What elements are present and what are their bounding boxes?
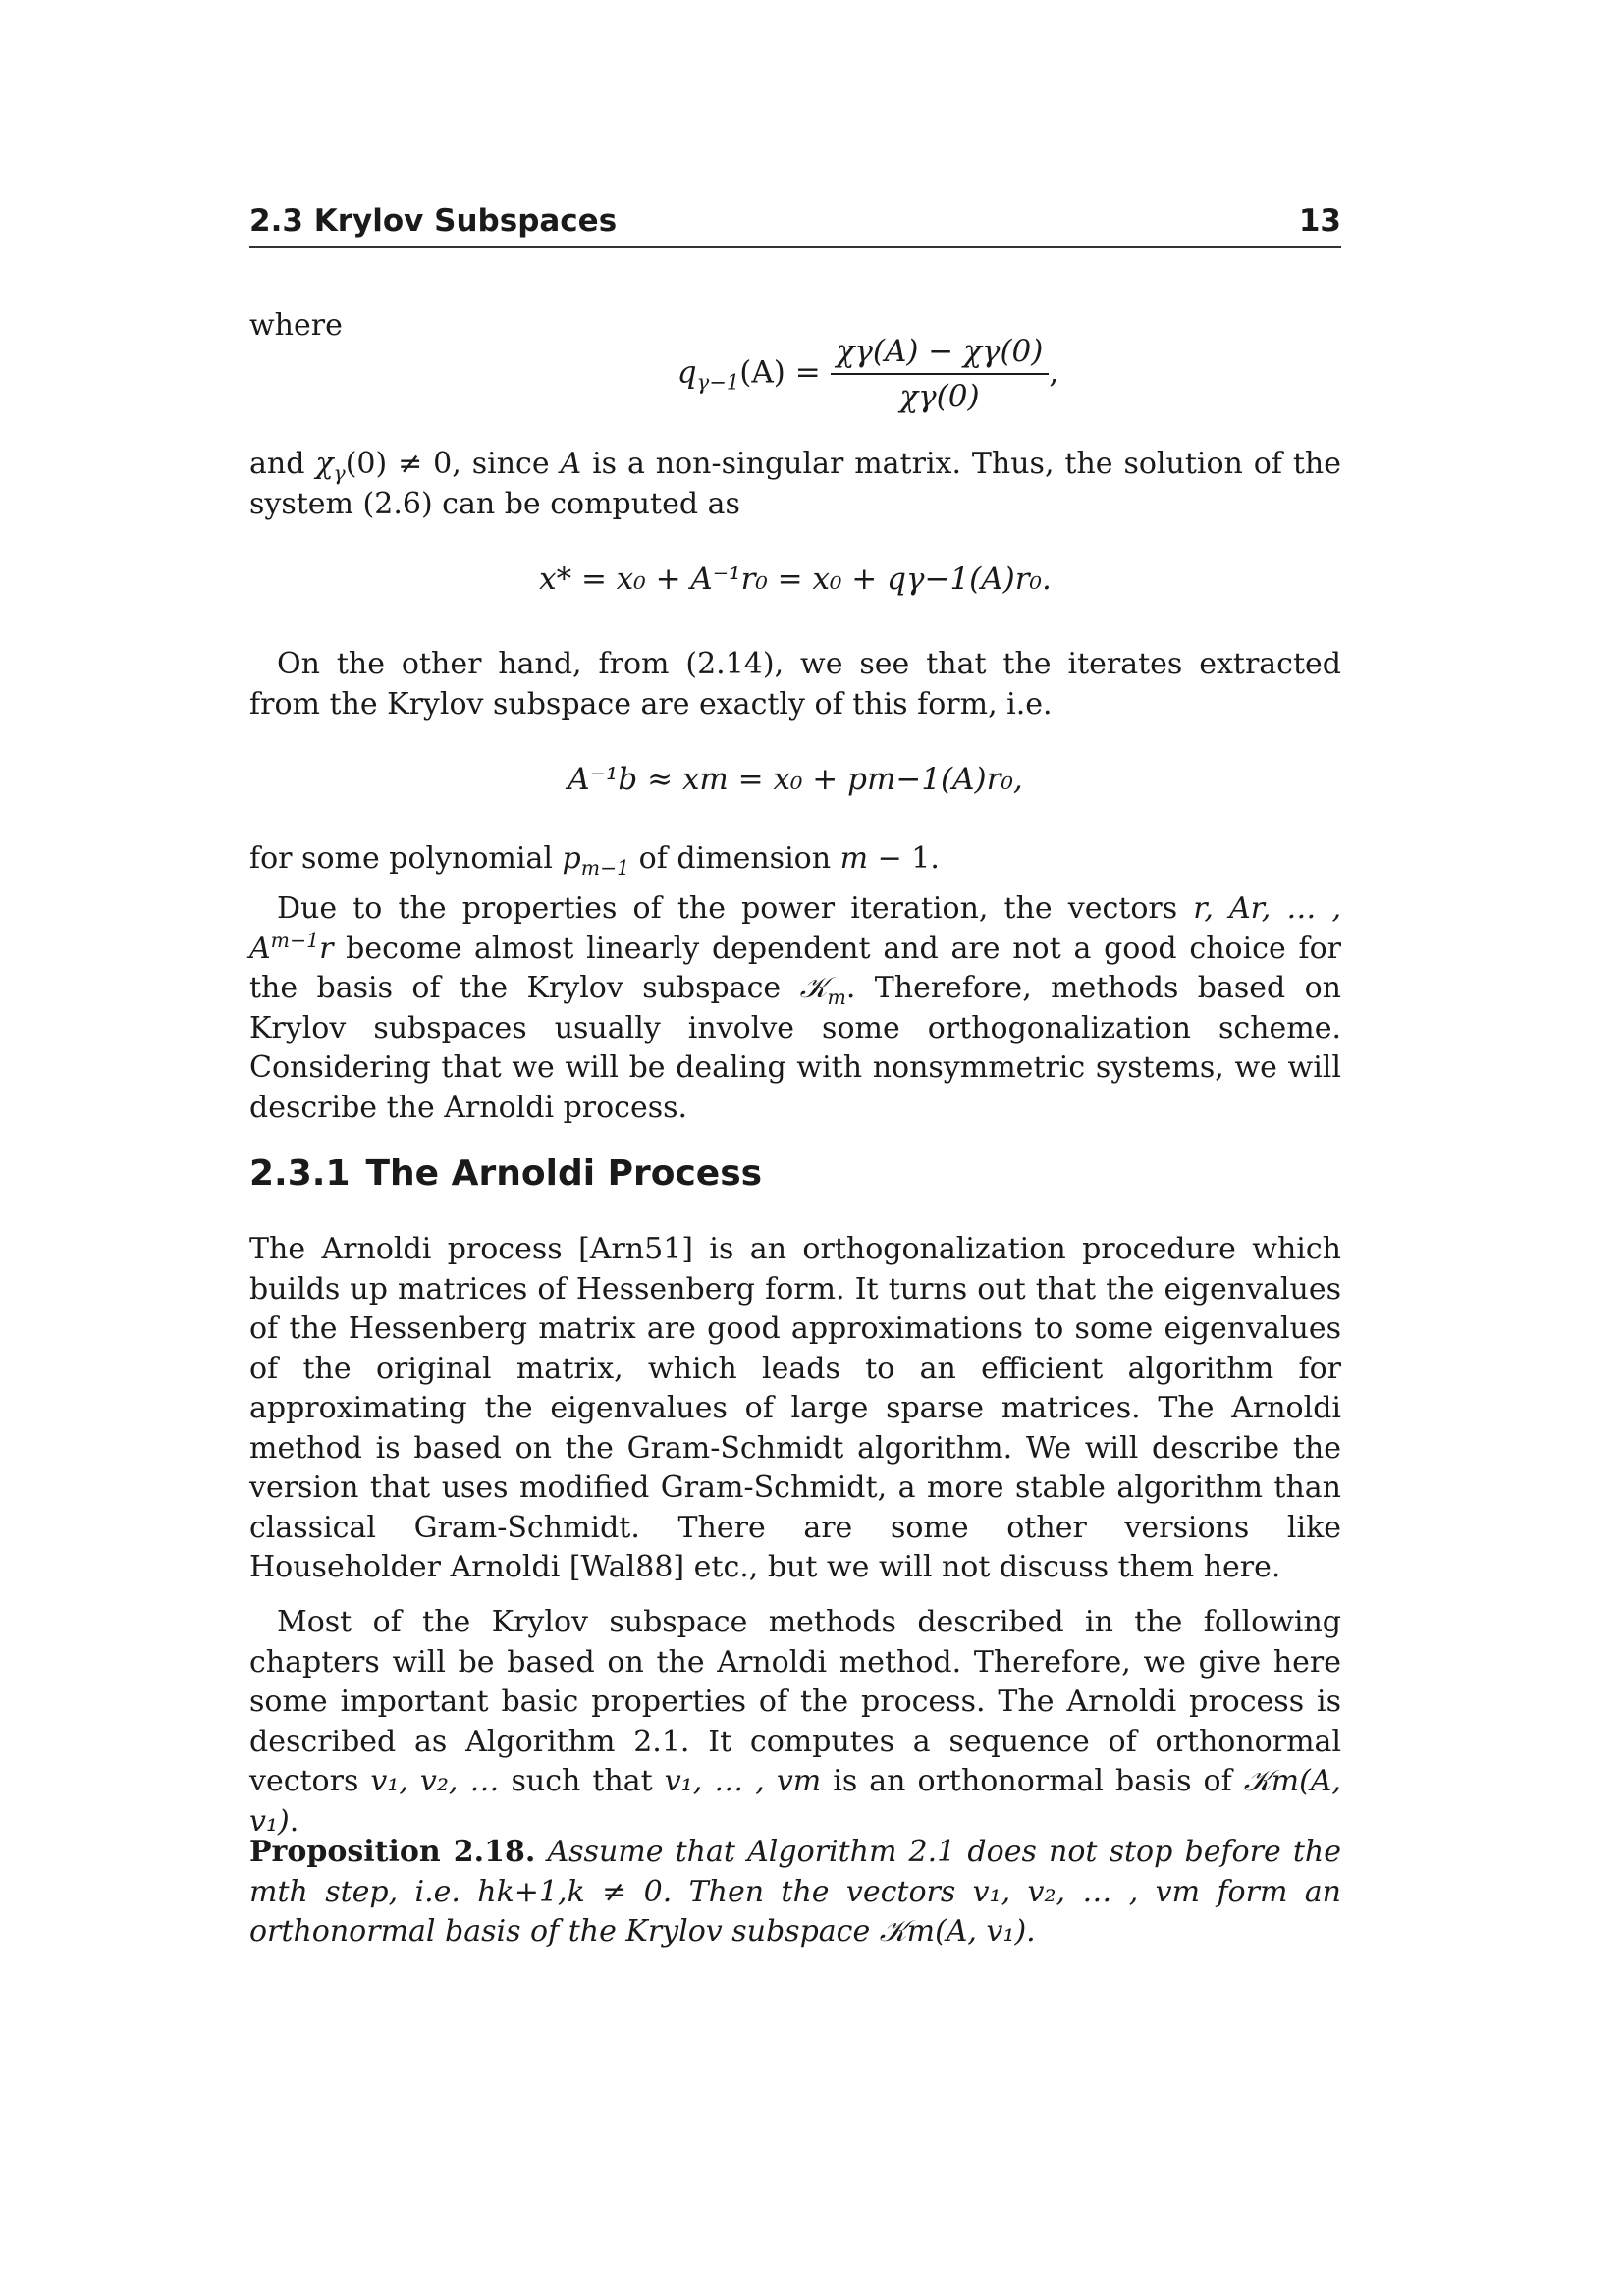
p-and-chi: χ <box>315 447 334 481</box>
equation-q <box>475 334 1261 414</box>
p-due-K: 𝒦 <box>799 971 828 1005</box>
p-most-c: such that <box>499 1764 665 1798</box>
p-due-sup: m−1 <box>270 928 320 952</box>
p-most-a: Most of the Krylov subspace methods described in the following chapters will be based on the Arnoldi method. Therefore, we give here some important basic properties of the process. The Arnoldi process is described as Algorithm 2.1. It computes a sequence of orthonormal vectors <box>249 1605 1341 1798</box>
p-most-K: 𝒦m(A, v₁) <box>249 1764 1341 1839</box>
section-heading <box>249 1153 762 1194</box>
paragraph-arnoldi: The Arnoldi process [Arn51] is an orthogonalization procedure which builds up matrices of Hessenberg form. It turns out that the eigenvalues of the Hessenberg matrix are good approximations to some eigenvalues of the original matrix, which leads to an efficient algorithm for approximating the eigenvalues of large sparse matrices. The Arnoldi method is based on the Gram-Schmidt algorithm. We will describe the version that uses modified Gram-Schmidt, a more stable algorithm than classical Gram-Schmidt. There are some other versions like Householder Arnoldi [Wal88] etc., but we will not discuss them here. <box>249 1232 1341 1584</box>
equation-solution: x* = x₀ + A⁻¹r₀ = x₀ + qγ−1(A)r₀. <box>539 561 1052 597</box>
eq1-fraction <box>831 334 1050 414</box>
p-and-gamma: γ <box>333 461 346 485</box>
p-most-e: is an orthonormal basis of <box>821 1764 1244 1798</box>
paragraph-power-iteration <box>249 889 1341 1128</box>
p-and-a: and <box>249 447 316 481</box>
eq1-lhs-arg: (A) = <box>739 354 821 391</box>
equation-approx: A⁻¹b ≈ xm = x₀ + pm−1(A)r₀, <box>568 762 1023 797</box>
paragraph-where: where <box>249 308 343 343</box>
p-due-e: become almost linearly dependent and are not a good choice for the basis of the Krylov subspace <box>249 931 1341 1005</box>
eq1-numerator: χγ(A) − χγ(0) <box>831 334 1050 375</box>
p-poly-f: − 1. <box>868 841 940 876</box>
paragraph-other-hand: On the other hand, from (2.14), we see that the iterates extracted from the Krylov subspace are exactly of this form, i.e. <box>249 647 1341 721</box>
paragraph-polynomial <box>249 839 1341 880</box>
p-most-g: . <box>289 1803 299 1839</box>
section-title: The Arnoldi Process <box>365 1153 763 1194</box>
eq1-lhs: q <box>677 354 697 391</box>
p-poly-p: p <box>562 841 581 876</box>
p-due-r: r <box>319 931 334 966</box>
p-most-basis: v₁, … , vm <box>664 1764 822 1798</box>
p-poly-a: for some polynomial <box>249 841 563 876</box>
eq1-denominator: χγ(0) <box>899 379 980 414</box>
page-number: 13 <box>1298 203 1341 239</box>
p-due-a: Due to the properties of the power iteration, the vectors <box>277 891 1194 926</box>
section-number: 2.3.1 <box>249 1153 351 1194</box>
p-poly-m: m <box>839 841 869 876</box>
p-most-vectors: v₁, v₂, … <box>370 1764 500 1798</box>
paragraph-most <box>249 1603 1341 1842</box>
paragraph-and <box>249 445 1341 524</box>
eq1-tail: , <box>1049 354 1059 391</box>
proposition-label: Proposition 2.18. <box>249 1835 536 1869</box>
header-title: 2.3 Krylov Subspaces <box>249 203 618 239</box>
p-due-vectors: r, Ar, … , A <box>249 891 1341 966</box>
proposition <box>249 1833 1341 1952</box>
p-and-d: (0) ≠ 0, since <box>345 447 561 481</box>
p-due-h: . Therefore, methods based on Krylov subspaces usually involve some orthogonalization scheme. Considering that we will be dealing with nonsymmetric systems, we will describe the Arnoldi process. <box>249 971 1341 1125</box>
eq1-lhs-sub: γ−1 <box>696 369 740 395</box>
p-poly-sub: m−1 <box>580 856 630 880</box>
p-due-m: m <box>827 986 846 1009</box>
p-poly-d: of dimension <box>629 841 840 876</box>
proposition-body: Assume that Algorithm 2.1 does not stop before the mth step, i.e. hk+1,k ≠ 0. Then the vectors v₁, v₂, … , vm form an orthonormal basis of the Krylov subspace 𝒦m(A, v₁). <box>249 1835 1341 1949</box>
p-and-A: A <box>560 447 582 481</box>
running-header <box>249 201 1341 248</box>
p-and-f: is a non-singular matrix. Thus, the solution of the system (2.6) can be computed as <box>249 447 1341 521</box>
